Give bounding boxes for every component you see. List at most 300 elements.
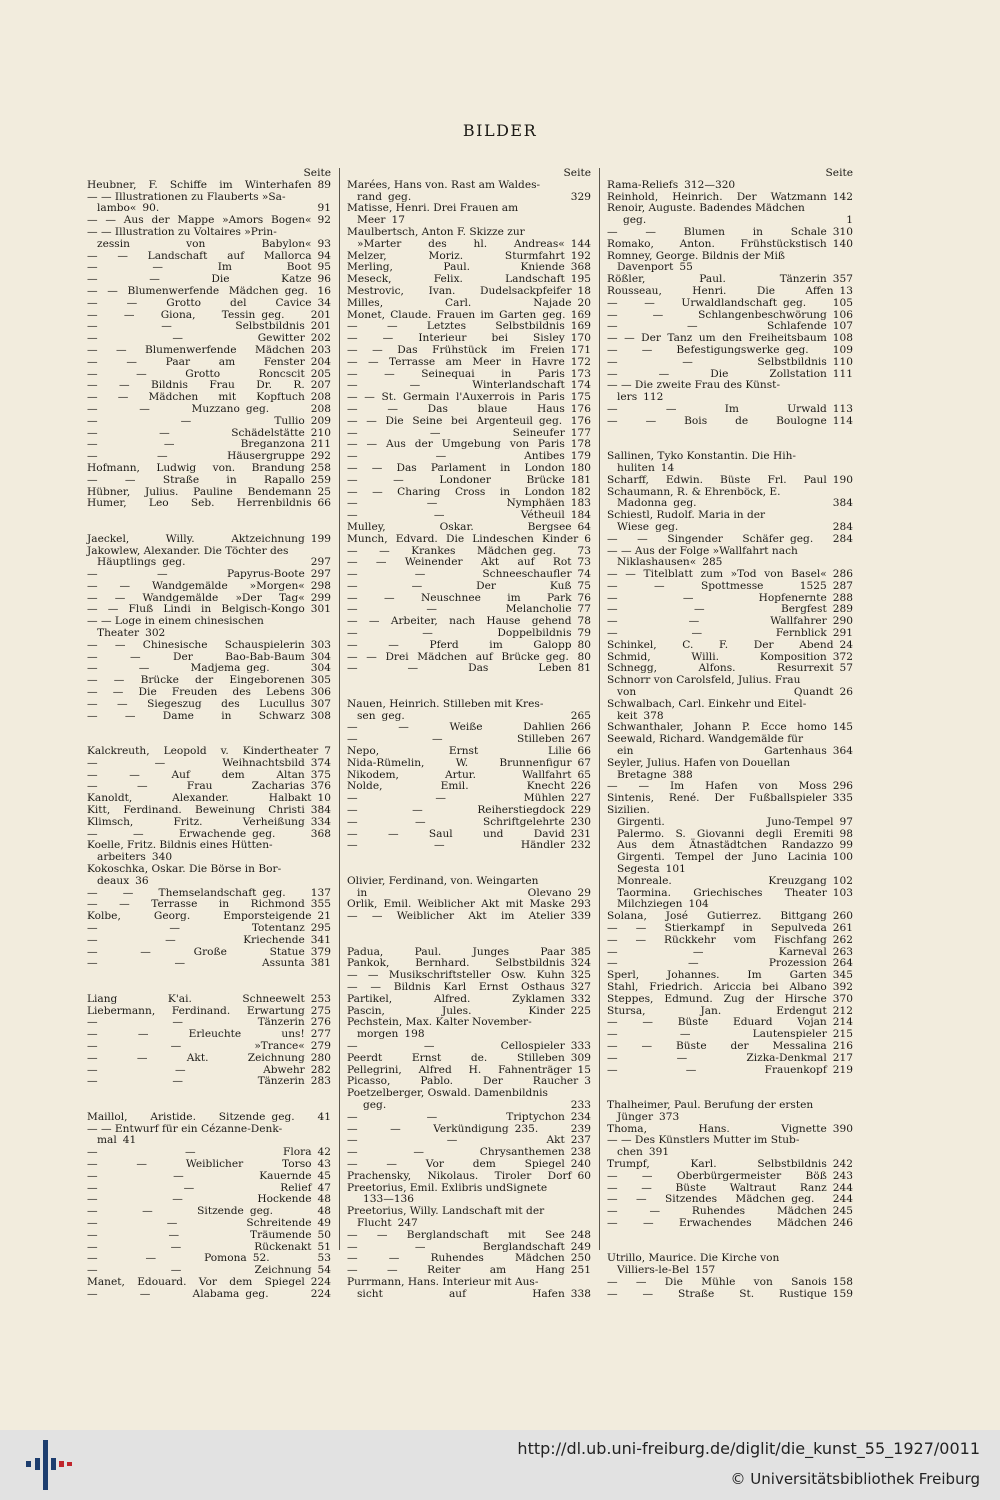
entry-page: 157 bbox=[695, 1264, 716, 1277]
entry-page: 303 bbox=[310, 638, 331, 651]
entry-page: 178 bbox=[570, 438, 591, 451]
entry-title: — — Assunta bbox=[87, 957, 305, 970]
entry-page: 240 bbox=[570, 1157, 591, 1170]
entry-title: Schinkel, C. F. Der Abend bbox=[607, 638, 834, 651]
entry-title: Nolde, Emil. Knecht bbox=[347, 780, 565, 793]
entry-page: 144 bbox=[570, 237, 591, 250]
entry-title: Milchziegen bbox=[617, 898, 683, 911]
entry-title: Utrillo, Maurice. Die Kirche von bbox=[607, 1252, 780, 1265]
entry-page: geg. 368 bbox=[252, 827, 331, 840]
entry-title: Wiese bbox=[617, 520, 650, 533]
entry-title: — — Totentanz bbox=[87, 922, 305, 934]
entry-page: 217 bbox=[832, 1051, 853, 1064]
index-entry bbox=[87, 498, 331, 510]
entry-page: geg. 16 bbox=[284, 284, 331, 297]
entry-page: 305 bbox=[310, 674, 331, 687]
entry-page: 259 bbox=[310, 473, 331, 486]
entry-title: — — Bildnis Frau Dr. R. bbox=[87, 379, 305, 392]
entry-spacer bbox=[607, 1076, 853, 1088]
entry-page: 229 bbox=[570, 804, 591, 817]
entry-title: arbeiters bbox=[97, 851, 146, 864]
index-entry bbox=[87, 711, 331, 723]
entry-page: 246 bbox=[832, 1216, 853, 1229]
entry-page: 210 bbox=[310, 426, 331, 439]
entry-page: 176 bbox=[570, 402, 591, 415]
entry-title: — — Singender Schäfer bbox=[607, 532, 784, 545]
entry-page: 226 bbox=[570, 780, 591, 793]
entry-page: 198 bbox=[404, 1028, 425, 1041]
entry-title: Maillol, Aristide. Sitzende bbox=[87, 1110, 266, 1123]
entry-page: 290 bbox=[832, 615, 853, 628]
entry-title: — — Weiblicher Torso bbox=[87, 1157, 312, 1170]
entry-title: — — Doppelbildnis bbox=[347, 627, 572, 640]
index-entry bbox=[347, 840, 591, 852]
entry-page: 258 bbox=[310, 461, 331, 474]
entry-title: — — Der Bao-Bab-Baum bbox=[87, 650, 305, 663]
entry-title: Sizilien. bbox=[607, 804, 650, 817]
entry-title: — — Reiter am Hang bbox=[347, 1264, 565, 1277]
entry-title: — — Pferd im Galopp bbox=[347, 638, 572, 651]
entry-title: — — Wallfahrer bbox=[607, 615, 827, 628]
entry-title: — — Die zweite Frau des Künst- bbox=[607, 379, 781, 392]
entry-title: lambo« bbox=[97, 202, 137, 215]
entry-title: — — Das Parlament in London bbox=[347, 461, 565, 474]
entry-title: Schwanthaler, Johann P. Ecce homo bbox=[607, 721, 827, 734]
entry-title: Monreale. Kreuzgang bbox=[617, 874, 827, 887]
entry-title: Schiestl, Rudolf. Maria in der bbox=[607, 509, 766, 522]
entry-page: geg. 224 bbox=[245, 1287, 331, 1300]
entry-title: — — Grotto Roncscit bbox=[87, 367, 305, 380]
entry-page: 95 bbox=[317, 261, 331, 274]
entry-page: 308 bbox=[310, 709, 331, 722]
entry-page: 333 bbox=[570, 1039, 591, 1052]
entry-page: 202 bbox=[310, 332, 331, 345]
entry-page: 225 bbox=[570, 1004, 591, 1017]
ub-freiburg-logo-icon bbox=[24, 1438, 74, 1492]
entry-title: Aus dem Ätnastädtchen Randazzo bbox=[617, 839, 834, 852]
entry-title: Pankok, Bernhard. Selbstbildnis bbox=[347, 957, 565, 970]
entry-title: — — Tänzerin bbox=[87, 1075, 305, 1088]
entry-title: Maulbertsch, Anton F. Skizze zur bbox=[347, 225, 525, 238]
entry-title: Picasso, Pablo. Der Raucher bbox=[347, 1075, 579, 1088]
index-entry bbox=[607, 1289, 853, 1301]
entry-title: — — Träumende bbox=[87, 1228, 312, 1241]
entry-page: 21 bbox=[317, 910, 331, 923]
entry-page: 3 bbox=[584, 1075, 591, 1088]
entry-page: 142 bbox=[832, 190, 853, 203]
entry-title: — — Spottmesse 1525 bbox=[607, 579, 827, 592]
entry-title: in Olevano bbox=[357, 886, 572, 899]
entry-page: 175 bbox=[570, 391, 591, 404]
entry-page: 283 bbox=[310, 1075, 331, 1088]
index-column-2 bbox=[347, 168, 591, 1301]
entry-title: sicht auf Hafen bbox=[357, 1287, 565, 1300]
seite-header: Seite bbox=[825, 167, 853, 179]
entry-title: — — Bergfest bbox=[607, 603, 827, 616]
entry-title: Liang K'ai. Schneewelt bbox=[87, 992, 305, 1005]
entry-title: — — Oberbürgermeister Böß bbox=[607, 1169, 827, 1182]
entry-page: 145 bbox=[832, 721, 853, 734]
entry-page: 26 bbox=[839, 686, 853, 699]
entry-title: — — Das Leben bbox=[347, 662, 572, 675]
entry-title: — — Der Kuß bbox=[347, 579, 572, 592]
entry-title: — — Kriechende bbox=[87, 933, 305, 946]
entry-page: geg. 284 bbox=[655, 520, 853, 533]
entry-page: 201 bbox=[310, 320, 331, 333]
entry-page: 41 bbox=[122, 1134, 137, 1147]
entry-page: 378 bbox=[643, 709, 664, 722]
entry-page: 170 bbox=[570, 332, 591, 345]
entry-title: — — Drei Mädchen auf Brücke bbox=[347, 650, 540, 663]
entry-page: geg. 201 bbox=[261, 308, 331, 321]
index-entry bbox=[87, 958, 331, 970]
entry-page: 212 bbox=[832, 1004, 853, 1017]
entry-page: 230 bbox=[570, 815, 591, 828]
entry-title: — — Giona, Tessin bbox=[87, 308, 256, 321]
entry-title: — — Bildnis Karl Ernst Osthaus bbox=[347, 980, 565, 993]
entry-title: — — Selbstbildnis bbox=[607, 355, 827, 368]
entry-title: — — Tullio bbox=[87, 414, 305, 427]
entry-title: Sallinen, Tyko Konstantin. Die Hih- bbox=[607, 450, 797, 463]
entry-title: — — Straße in Rapallo bbox=[87, 473, 305, 486]
entry-title: Rama-Reliefs bbox=[607, 178, 679, 191]
entry-title: sen bbox=[357, 709, 376, 722]
entry-title: Matisse, Henri. Drei Frauen am bbox=[347, 202, 519, 215]
entry-page: 203 bbox=[310, 343, 331, 356]
entry-title: — — Interieur bei Sisley bbox=[347, 332, 565, 345]
entry-page: 174 bbox=[570, 379, 591, 392]
entry-title: Pascin, Jules. Kinder bbox=[347, 1004, 565, 1017]
entry-title: — — Die Seine bei Argenteuil bbox=[347, 414, 533, 427]
entry-page: 159 bbox=[832, 1287, 853, 1300]
entry-title: — — Schreitende bbox=[87, 1216, 312, 1229]
entry-title: — — Wandgemälde »Der Tag« bbox=[87, 591, 305, 604]
entry-title: — — Das blaue Haus bbox=[347, 402, 565, 415]
entry-title: — — Brücke der Eingeborenen bbox=[87, 674, 305, 687]
entry-page: 293 bbox=[570, 898, 591, 911]
entry-page: 244 bbox=[832, 1181, 853, 1194]
entry-title: — — Im Boot bbox=[87, 261, 312, 274]
entry-page: 307 bbox=[310, 697, 331, 710]
entry-title: — — Im Hafen von Moss bbox=[607, 780, 827, 793]
entry-title: — — Kauernde bbox=[87, 1169, 312, 1182]
entry-title: Nida-Rümelin, W. Brunnenfigur bbox=[347, 756, 572, 769]
entry-title: Marées, Hans von. Rast am Waldes- bbox=[347, 178, 541, 191]
entry-title: — — Schlafende bbox=[607, 320, 827, 333]
entry-title: Girgenti. Juno-Tempel bbox=[617, 815, 834, 828]
index-entry bbox=[347, 663, 591, 675]
entry-page: 94 bbox=[317, 249, 331, 262]
entry-page: 279 bbox=[310, 1039, 331, 1052]
entry-page: 276 bbox=[310, 1016, 331, 1029]
entry-page: 289 bbox=[832, 603, 853, 616]
entry-page: 285 bbox=[702, 556, 723, 569]
entry-title: — — Hopfenernte bbox=[607, 591, 827, 604]
entry-page: 370 bbox=[832, 992, 853, 1005]
entry-title: — — Große Statue bbox=[87, 945, 305, 958]
entry-page: 242 bbox=[832, 1157, 853, 1170]
entry-title: — — »Trance« bbox=[87, 1039, 305, 1052]
column-divider bbox=[339, 168, 340, 1250]
entry-page: 110 bbox=[832, 355, 853, 368]
entry-page: 381 bbox=[310, 957, 331, 970]
entry-title: Milles, Carl. Najade bbox=[347, 296, 572, 309]
entry-page: 304 bbox=[310, 650, 331, 663]
entry-title: rand bbox=[357, 190, 382, 203]
entry-page: 310 bbox=[832, 225, 853, 238]
entry-page: geg. 265 bbox=[381, 709, 591, 722]
entry-title: — — Terrasse in Richmond bbox=[87, 898, 305, 911]
entry-title: — — Selbstbildnis bbox=[87, 320, 305, 333]
entry-title: Partikel, Alfred. Zyklamen bbox=[347, 992, 565, 1005]
entry-page: geg. 169 bbox=[542, 308, 591, 321]
entry-page: 243 bbox=[832, 1169, 853, 1182]
entry-title: — — Pomona bbox=[87, 1252, 247, 1265]
entry-page: 296 bbox=[832, 780, 853, 793]
entry-title: — — Winterlandschaft bbox=[347, 379, 565, 392]
entry-page: geg. 304 bbox=[246, 662, 331, 675]
entry-page: 295 bbox=[310, 922, 331, 934]
entry-title: Madonna bbox=[617, 497, 668, 510]
entry-title: Rousseau, Henri. Die Affen bbox=[607, 284, 834, 297]
entry-page: 238 bbox=[570, 1146, 591, 1159]
entry-title: — — Des Künstlers Mutter im Stub- bbox=[607, 1134, 800, 1147]
entry-title: Jakowlew, Alexander. Die Töchter des bbox=[87, 544, 289, 557]
entry-page: 75 bbox=[577, 579, 591, 592]
entry-title: — — Berglandschaft mit See bbox=[347, 1228, 565, 1241]
entry-page: 171 bbox=[570, 343, 591, 356]
entry-page: 199 bbox=[310, 532, 331, 545]
index-entry bbox=[347, 1289, 591, 1301]
entry-page: 208 bbox=[310, 391, 331, 404]
entry-title: — — Die Freuden des Lebens bbox=[87, 686, 305, 699]
entry-title: — — Sitzende bbox=[87, 1205, 244, 1218]
entry-title: — — Das Frühstück im Freien bbox=[347, 343, 565, 356]
entry-title: Purrmann, Hans. Interieur mit Aus- bbox=[347, 1275, 539, 1288]
entry-title: — — Schneeschaufler bbox=[347, 568, 572, 581]
entry-title: — — Weiße Dahlien bbox=[347, 721, 565, 734]
entry-title: — — Rückenakt bbox=[87, 1240, 312, 1253]
entry-title: Schnegg, Alfons. Resurrexit bbox=[607, 662, 834, 675]
entry-title: Schwalbach, Carl. Einkehr und Eitel- bbox=[607, 697, 807, 710]
entry-page: 177 bbox=[570, 426, 591, 439]
entry-title: Klimsch, Fritz. Verheißung bbox=[87, 815, 305, 828]
entry-page: 101 bbox=[665, 863, 686, 876]
entry-page: 340 bbox=[151, 851, 173, 864]
entry-title: — — Aus der Umgebung von Paris bbox=[347, 438, 565, 451]
entry-title: Seyler, Julius. Hafen von Douellan bbox=[607, 756, 791, 769]
entry-title: — — Auf dem Altan bbox=[87, 768, 305, 781]
entry-page: 297 bbox=[310, 568, 331, 581]
entry-title: — — Weiblicher Akt im Atelier bbox=[347, 910, 565, 923]
entry-page: 78 bbox=[577, 615, 591, 628]
entry-page: 287 bbox=[832, 579, 853, 592]
entry-page: 158 bbox=[832, 1275, 853, 1288]
entry-title: — — Fernblick bbox=[607, 627, 827, 640]
index-entry bbox=[87, 1289, 331, 1301]
entry-page: geg. 244 bbox=[791, 1193, 853, 1206]
entry-page: 74 bbox=[577, 568, 591, 581]
entry-page: 97 bbox=[839, 815, 853, 828]
entry-spacer bbox=[347, 675, 591, 687]
entry-page: 92 bbox=[317, 214, 331, 227]
entry-page: 373 bbox=[659, 1110, 680, 1123]
entry-title: Merling, Paul. Kniende bbox=[347, 261, 565, 274]
entry-title: Humer, Leo Seb. Herrenbildnis bbox=[87, 497, 312, 510]
entry-title: Pechstein, Max. Kalter November- bbox=[347, 1016, 532, 1029]
entry-page: geg. 176 bbox=[538, 414, 591, 427]
entry-title: »Marter des hl. Andreas« bbox=[357, 237, 565, 250]
entry-page: 104 bbox=[688, 898, 709, 911]
index-entry bbox=[607, 1218, 853, 1230]
entry-page: 55 bbox=[679, 261, 693, 274]
entry-title: — — Themselandschaft bbox=[87, 886, 257, 899]
entry-page: 280 bbox=[310, 1051, 331, 1064]
entry-title: — — Arbeiter, nach Hause gehend bbox=[347, 615, 572, 628]
entry-page: 247 bbox=[397, 1216, 418, 1229]
entry-title: — — Häusergruppe bbox=[87, 450, 305, 463]
entry-title: Rößler, Paul. Tänzerin bbox=[607, 273, 827, 286]
page-title: BILDER bbox=[462, 121, 538, 140]
entry-title: — — Gewitter bbox=[87, 332, 305, 345]
entry-spacer bbox=[87, 722, 331, 734]
entry-title: Villiers-le-Bel bbox=[617, 1264, 690, 1277]
entry-page: 112 bbox=[643, 391, 664, 404]
entry-title: Padua, Paul. Junges Paar bbox=[347, 945, 565, 958]
entry-page: 102 bbox=[832, 874, 853, 887]
entry-title: — — Illustration zu Voltaires »Prin- bbox=[87, 225, 277, 238]
entry-title: Thalheimer, Paul. Berufung der ersten bbox=[607, 1098, 814, 1111]
entry-page: 267 bbox=[570, 733, 591, 746]
entry-page: 77 bbox=[577, 603, 591, 616]
entry-page: 100 bbox=[832, 851, 853, 864]
entry-title: — — Relief bbox=[87, 1181, 312, 1194]
entry-page: 172 bbox=[570, 355, 591, 368]
index-entry bbox=[607, 1135, 853, 1147]
entry-title: — — Ruhendes Mädchen bbox=[347, 1252, 565, 1265]
entry-title: — — Ruhendes Mädchen bbox=[607, 1205, 827, 1218]
entry-page: 51 bbox=[317, 1240, 331, 1253]
entry-title: — — Sitzendes Mädchen bbox=[607, 1193, 786, 1206]
entry-title: — — Weihnachtsbild bbox=[87, 756, 305, 769]
entry-title: — — Schädelstätte bbox=[87, 426, 305, 439]
entry-title: — — Tänzerin bbox=[87, 1016, 305, 1029]
entry-page: 231 bbox=[570, 827, 591, 840]
entry-page: 338 bbox=[570, 1287, 591, 1300]
entry-page: 368 bbox=[570, 261, 591, 274]
entry-title: — — Illustrationen zu Flauberts »Sa- bbox=[87, 190, 286, 203]
entry-title: — — Rückkehr vom Fischfang bbox=[607, 933, 827, 946]
entry-page: 13 bbox=[839, 284, 853, 297]
entry-title: — — Titelblatt zum »Tod von Basel« bbox=[607, 568, 827, 581]
entry-spacer bbox=[87, 970, 331, 982]
entry-page: 192 bbox=[570, 249, 591, 262]
entry-title: — — Büste Waltraut Ranz bbox=[607, 1181, 827, 1194]
entry-page: 133—136 bbox=[363, 1193, 415, 1206]
entry-page: 29 bbox=[577, 886, 591, 899]
entry-page: 299 bbox=[310, 591, 331, 604]
entry-title: Kokoschka, Oskar. Die Börse in Bor- bbox=[87, 863, 282, 876]
entry-title: Nikodem, Artur. Wallfahrt bbox=[347, 768, 572, 781]
entry-title: Meer bbox=[357, 214, 386, 227]
entry-title: — — Wandgemälde »Morgen« bbox=[87, 579, 305, 592]
entry-title: Kalckreuth, Leopold v. Kindertheater bbox=[87, 745, 319, 758]
entry-title: Prachensky, Nikolaus. Tiroler Dorf bbox=[347, 1169, 572, 1182]
entry-page: 286 bbox=[832, 568, 853, 581]
entry-title: Schmid, Willi. Komposition bbox=[607, 650, 827, 663]
entry-title: — — Siegeszug des Lucullus bbox=[87, 697, 305, 710]
entry-page: 324 bbox=[570, 957, 591, 970]
entry-title: — — Terrasse am Meer in Havre bbox=[347, 355, 565, 368]
entry-title: — — Erwachendes Mädchen bbox=[607, 1216, 827, 1229]
entry-title: Poetzelberger, Oswald. Damenbildnis bbox=[347, 1087, 548, 1100]
entry-page: 54 bbox=[317, 1264, 331, 1277]
entry-page: 250 bbox=[570, 1252, 591, 1265]
entry-title: Jaeckel, Willy. Aktzeichnung bbox=[87, 532, 305, 545]
entry-title: — — Muzzano bbox=[87, 402, 240, 415]
entry-title: Nauen, Heinrich. Stilleben mit Kres- bbox=[347, 697, 544, 710]
entry-page: 312—320 bbox=[684, 178, 736, 191]
entry-page: 209 bbox=[310, 414, 331, 427]
entry-title: Pellegrini, Alfred H. Fahnenträger bbox=[347, 1063, 572, 1076]
entry-title: — — Büste Eduard Vojan bbox=[607, 1016, 827, 1029]
entry-page: 108 bbox=[832, 332, 853, 345]
entry-title: Preetorius, Emil. Exlibris undSignete bbox=[347, 1181, 548, 1194]
entry-page: 93 bbox=[317, 237, 331, 250]
entry-title: — — Aus der Folge »Wallfahrt nach bbox=[607, 544, 798, 557]
entry-page: 288 bbox=[832, 591, 853, 604]
entry-page: 60 bbox=[577, 1169, 591, 1182]
entry-title: — — Melancholie bbox=[347, 603, 572, 616]
entry-title: Palermo. S. Giovanni degli Eremiti bbox=[617, 827, 834, 840]
entry-title: — — Befestigungswerke bbox=[607, 343, 780, 356]
entry-page: 195 bbox=[570, 273, 591, 286]
entry-title: Peerdt Ernst de. Stilleben bbox=[347, 1051, 565, 1064]
entry-title: — — Antibes bbox=[347, 450, 565, 463]
entry-title: — — Weinender Akt auf Rot bbox=[347, 556, 572, 569]
entry-title: morgen bbox=[357, 1028, 399, 1041]
entry-page: 325 bbox=[570, 969, 591, 982]
entry-page: geg. 384 bbox=[673, 497, 853, 510]
entry-page: 264 bbox=[832, 957, 853, 970]
entry-page: 80 bbox=[577, 638, 591, 651]
entry-title: Renoir, Auguste. Badendes Mädchen bbox=[607, 202, 805, 215]
entry-title: Monet, Claude. Frauen im Garten bbox=[347, 308, 537, 321]
entry-title: Thoma, Hans. Vignette bbox=[607, 1122, 827, 1135]
entry-page: 384 bbox=[310, 804, 331, 817]
entry-spacer bbox=[607, 428, 853, 440]
entry-title: — — Krankes Mädchen bbox=[347, 544, 527, 557]
entry-page: 190 bbox=[832, 473, 853, 486]
permalink-url[interactable]: http://dl.ub.uni-freiburg.de/diglit/die_kunst_55_1927/0011 bbox=[517, 1439, 980, 1458]
entry-page: 65 bbox=[577, 768, 591, 781]
entry-title: ein Gartenhaus bbox=[617, 745, 827, 758]
entry-page: 48 bbox=[317, 1193, 331, 1206]
entry-title: zessin von Babylon« bbox=[97, 237, 312, 250]
entry-page: 17 bbox=[391, 214, 405, 227]
entry-page: 292 bbox=[310, 450, 331, 463]
entry-page: 219 bbox=[832, 1063, 853, 1076]
entry-title: — — Schriftgelehrte bbox=[347, 815, 565, 828]
entry-title: — — Landschaft auf Mallorca bbox=[87, 249, 312, 262]
entry-title: chen bbox=[617, 1146, 643, 1159]
entry-page: 374 bbox=[310, 756, 331, 769]
entry-title: Steppes, Edmund. Zug der Hirsche bbox=[607, 992, 827, 1005]
entry-title: — — Seineufer bbox=[347, 426, 565, 439]
entry-page: 234 bbox=[570, 1110, 591, 1123]
entry-title: Koelle, Fritz. Bildnis eines Hütten- bbox=[87, 839, 273, 852]
entry-page: 79 bbox=[577, 627, 591, 640]
